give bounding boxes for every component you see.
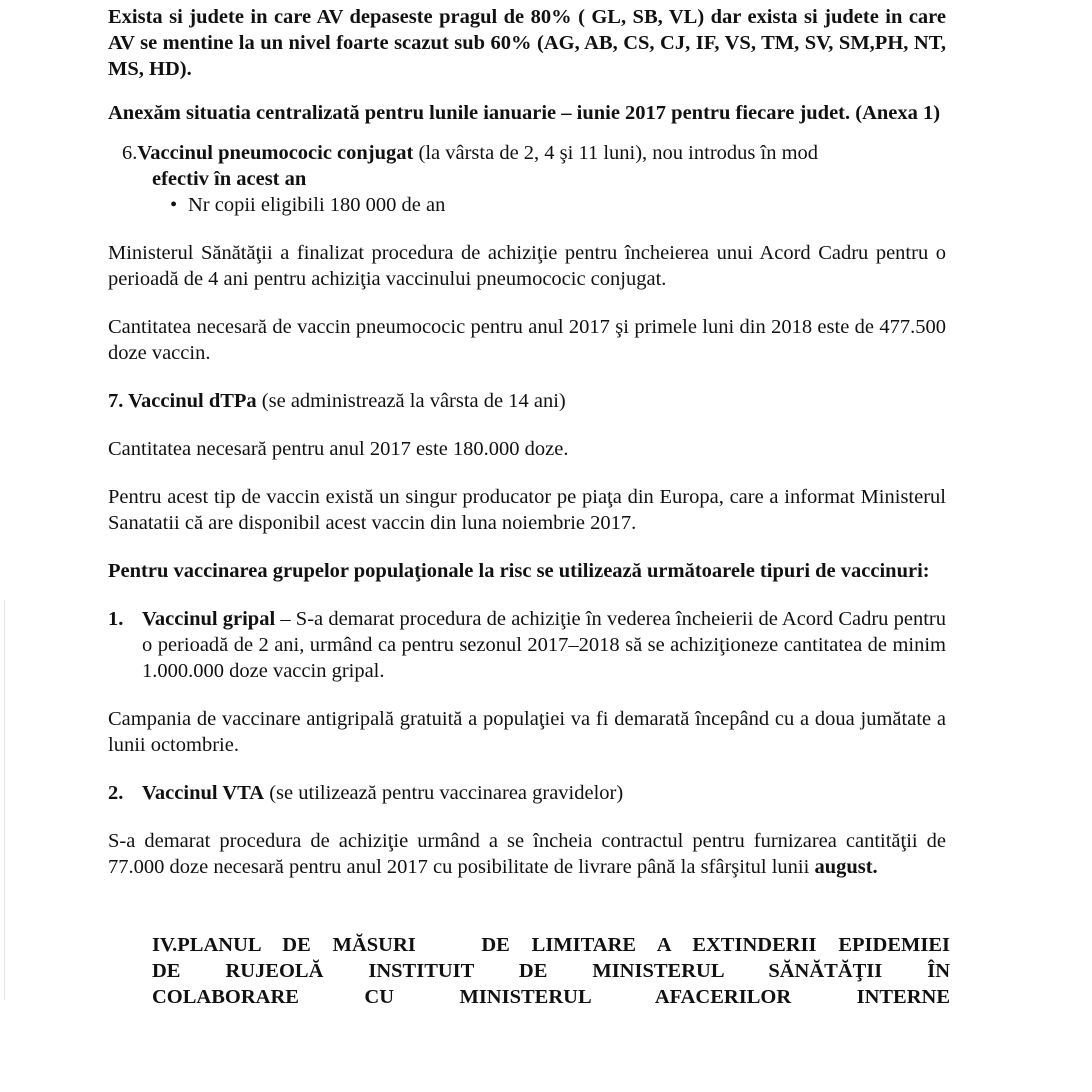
list-item-pneumococic	[122, 140, 946, 218]
item-title-rest: (se utilizează pentru vaccinarea gravidelor)	[264, 782, 624, 804]
paragraph-acord-cadru: Ministerul Sănătăţii a finalizat procedura de achiziţie pentru încheierea unui Acord Cadru pentru o perioadă de 4 ani pentru achiziţia vaccinului pneumococic conjugat.	[108, 242, 946, 290]
item-title: 7. Vaccinul dTPa	[108, 390, 257, 412]
item-title-rest: (se administrează la vârsta de 14 ani)	[256, 390, 566, 412]
bullet-item	[170, 192, 946, 218]
paragraph-text: S-a demarat procedura de achiziţie urmând a se încheia contractul pentru furnizarea cantităţii de 77.000 doze necesară pentru anul 2017 cu posibilitate de livrare până la sfârşitul lunii	[108, 830, 946, 878]
paragraph-bold-month: august.	[814, 856, 878, 878]
paragraph-cantitate-dtpa: Cantitatea necesară pentru anul 2017 este 180.000 doze.	[108, 438, 569, 460]
paragraph-vta-achizitie	[108, 828, 946, 880]
document-page	[108, 4, 950, 1010]
bullet-text: Nr copii eligibili 180 000 de an	[188, 194, 446, 216]
item-text: – S-a demarat procedura de achiziţie în vederea încheierii de Acord Cadru pentru o perioadă de 2 ani, urmând ca pentru sezonul 2017–2018 să se achiziţioneze cantitatea de minim 1.000.000 doze vaccin gripal.	[142, 608, 946, 682]
paragraph-campanie: Campania de vaccinare antigripală gratuită a populaţiei va fi demarată începând cu a doua jumătate a lunii octombrie.	[108, 708, 946, 756]
section-heading-iv	[152, 932, 950, 1010]
item-title-rest: (la vârsta de 2, 4 şi 11 luni), nou introdus în mod	[413, 142, 819, 164]
list-item-gripal	[108, 606, 946, 684]
paragraph-anexa: Anexăm situatia centralizată pentru lunile ianuarie – iunie 2017 pentru fiecare judet. (Anexa 1)	[108, 102, 941, 124]
item-title: Vaccinul VTA	[142, 782, 265, 804]
scan-edge	[4, 600, 5, 1000]
list-item-vta	[108, 780, 946, 806]
list-item-dtpa	[108, 388, 946, 414]
item-number: 1.	[108, 608, 124, 630]
item-title: Vaccinul pneumococic conjugat	[137, 142, 414, 164]
paragraph-av-judete: Exista si judete in care AV depaseste pragul de 80% ( GL, SB, VL) dar exista si judete in care AV se mentine la un nivel foarte scazut sub 60% (AG, AB, CS, CJ, IF, VS, TM, SV, SM,PH, NT, MS, HD).	[108, 6, 946, 80]
item-number: 2.	[108, 782, 124, 804]
paragraph-grupe-risc: Pentru vaccinarea grupelor populaţionale la risc se utilizează următoarele tipuri de vaccinuri:	[108, 560, 930, 582]
bullet-icon: •	[170, 194, 178, 216]
item-title: Vaccinul gripal	[142, 608, 276, 630]
heading-line-3: COLABORARE CU MINISTERUL AFACERILOR INTERNE	[152, 986, 950, 1008]
heading-line-2: DE RUJEOLĂ INSTITUIT DE MINISTERUL SĂNĂTĂŢII ÎN	[152, 960, 950, 982]
paragraph-producator: Pentru acest tip de vaccin există un singur producator pe piaţa din Europa, care a informat Ministerul Sanatatii că are disponibil acest vaccin din luna noiembrie 2017.	[108, 486, 946, 534]
item-number: 6.	[122, 142, 138, 164]
heading-line-1: IV.PLANUL DE MĂSURI DE LIMITARE A EXTINDERII EPIDEMIEI	[152, 934, 950, 956]
item-subtitle: efectiv în acest an	[152, 168, 307, 190]
paragraph-cantitate-pneumococic: Cantitatea necesară de vaccin pneumococic pentru anul 2017 şi primele luni din 2018 este de 477.500 doze vaccin.	[108, 316, 946, 364]
